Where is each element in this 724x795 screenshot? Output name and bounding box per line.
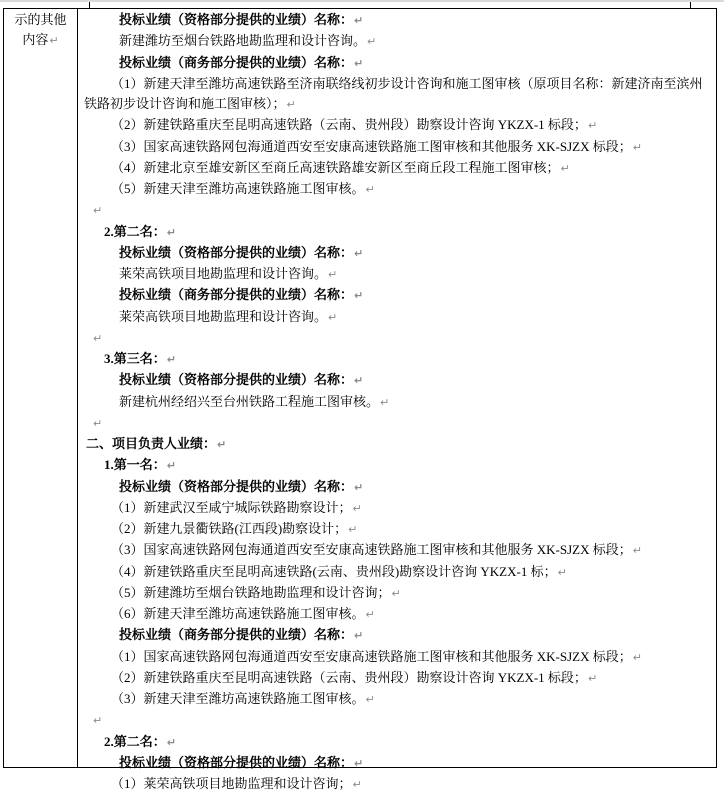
paragraph-mark-icon: ↵ (352, 501, 362, 515)
paragraph-item (84, 115, 706, 136)
paragraph-mark-icon: ↵ (365, 183, 375, 196)
paragraph-text: 投标业绩（资格部分提供的业绩）名称： (119, 372, 354, 388)
bid-results-table (3, 8, 717, 791)
paragraph-body (119, 392, 706, 413)
paragraph-item (84, 668, 706, 689)
paragraph-mark-icon: ↵ (166, 225, 176, 239)
paragraph-text: （5）新建天津至潍坊高速铁路施工图审核。 (111, 181, 365, 196)
paragraph-item (84, 519, 706, 540)
paragraph-mark-icon: ↵ (391, 586, 401, 600)
paragraph-mark-icon: ↵ (367, 35, 377, 49)
paragraph-text: 1.第一名： (104, 457, 166, 473)
paragraph-blank (92, 328, 706, 349)
paragraph-mark-icon: ↵ (354, 480, 364, 494)
paragraph-mark-icon: ↵ (352, 778, 362, 791)
paragraph-text: （4）新建北京至雄安新区至商丘高速铁路雄安新区至商丘段工程施工图审核； (111, 159, 560, 175)
paragraph-item (84, 562, 706, 583)
paragraph-body (119, 264, 706, 285)
paragraph-text: （1）新建天津至潍坊高速铁路至济南联络线初步设计咨询和施工图审核（原项目名称：新建济南至滨州铁路初步设计咨询和施工图审核）； (84, 75, 703, 111)
paragraph-text: 2.第二名： (104, 223, 166, 239)
paragraph-mark-icon: ↵ (365, 693, 375, 706)
paragraph-rank (104, 222, 706, 243)
paragraph-mark-icon: ↵ (328, 268, 338, 281)
paragraph-text: （2）新建铁路重庆至昆明高速铁路（云南、贵州段）勘察设计咨询 YKZX-1 标段； (111, 669, 587, 685)
paragraph-text: 新建潍坊至烟台铁路地勘监理和设计咨询。 (119, 33, 367, 49)
paragraph-text: 投标业绩（商务部分提供的业绩）名称： (119, 627, 354, 643)
paragraph-heading (119, 370, 706, 391)
paragraph-text: （1）新建武汉至咸宁城际铁路勘察设计； (111, 499, 352, 515)
paragraph-mark-icon: ↵ (93, 204, 103, 218)
paragraph-mark-icon: ↵ (354, 289, 364, 303)
paragraph-mark-icon: ↵ (286, 98, 296, 111)
paragraph-text: 投标业绩（资格部分提供的业绩）名称： (119, 12, 354, 27)
paragraph-text: （2）新建九景衢铁路(江西段)勘察设计； (111, 521, 348, 536)
paragraph-blank (92, 200, 706, 221)
paragraph-body (119, 31, 706, 52)
paragraph-item (84, 583, 706, 604)
paragraph-text: （1）国家高速铁路网包海通道西安至安康高速铁路施工图审核和其他服务 XK-SJZX 标段； (111, 648, 632, 664)
page-top-edge (0, 0, 724, 8)
paragraph-mark-icon: ↵ (354, 56, 364, 70)
paragraph-text: 二、项目负责人业绩： (86, 436, 217, 451)
table-content-cell (78, 9, 716, 791)
paragraph-text: 投标业绩（商务部分提供的业绩）名称： (119, 287, 354, 303)
paragraph-mark-icon: ↵ (557, 565, 567, 579)
paragraph-body (119, 307, 706, 328)
paragraph-mark-icon: ↵ (166, 459, 176, 473)
paragraph-mark-icon: ↵ (380, 395, 390, 409)
paragraph-mark-icon: ↵ (354, 246, 364, 260)
paragraph-mark-icon: ↵ (93, 714, 103, 728)
paragraph-item (84, 774, 706, 795)
paragraph-mark-icon: ↵ (217, 438, 227, 451)
paragraph-mark-icon: ↵ (587, 119, 598, 133)
paragraph-mark-icon: ↵ (354, 374, 364, 388)
paragraph-blank (92, 413, 706, 434)
paragraph-text: （1）莱荣高铁项目地勘监理和设计咨询； (111, 776, 352, 791)
paragraph-text: 新建杭州经绍兴至台州铁路工程施工图审核。 (119, 393, 380, 409)
paragraph-mark-icon: ↵ (93, 416, 103, 430)
paragraph-mark-icon: ↵ (93, 331, 103, 345)
paragraph-item (84, 179, 706, 200)
paragraph-mark-icon: ↵ (348, 523, 358, 536)
paragraph-mark-icon: ↵ (632, 140, 642, 154)
paragraph-item (84, 498, 706, 519)
paragraph-text: 投标业绩（资格部分提供的业绩）名称： (119, 244, 354, 260)
paragraph-section (86, 434, 706, 455)
paragraph-mark-icon: ↵ (632, 650, 642, 664)
paragraph-mark-icon: ↵ (328, 310, 338, 324)
paragraph-heading (119, 10, 706, 31)
paragraph-text: （3）国家高速铁路网包海通道西安至安康高速铁路施工图审核和其他服务 XK-SJZX 标段； (111, 138, 632, 154)
paragraph-text: 莱荣高铁项目地勘监理和设计咨询。 (119, 308, 328, 324)
row-header-line-2 (4, 30, 77, 51)
paragraph-text: （3）国家高速铁路网包海通道西安至安康高速铁路施工图审核和其他服务 XK-SJZX 标段； (111, 542, 632, 558)
paragraph-text: 投标业绩（资格部分提供的业绩）名称： (119, 478, 354, 494)
paragraph-rank (104, 455, 706, 476)
paragraph-text: （2）新建铁路重庆至昆明高速铁路（云南、贵州段）勘察设计咨询 YKZX-1 标段； (111, 117, 587, 133)
paragraph-mark-icon: ↵ (49, 34, 59, 48)
paragraph-mark-icon: ↵ (354, 756, 364, 770)
paragraph-text: （6）新建天津至潍坊高速铁路施工图审核。 (111, 606, 365, 621)
paragraph-heading (119, 625, 706, 646)
paragraph-mark-icon: ↵ (560, 161, 570, 175)
paragraph-text: 3.第三名： (104, 351, 166, 366)
table-row-header-cell (4, 9, 78, 767)
paragraph-item (84, 647, 706, 668)
paragraph-mark-icon: ↵ (587, 671, 598, 685)
paragraph-heading (119, 285, 706, 306)
paragraph-item (84, 74, 706, 116)
paragraph-item (84, 540, 706, 561)
paragraph-heading (119, 243, 706, 264)
row-header-line-1: 示的其他 (14, 12, 67, 27)
paragraph-mark-icon: ↵ (166, 353, 176, 366)
paragraph-mark-icon: ↵ (632, 544, 642, 558)
paragraph-text: 投标业绩（商务部分提供的业绩）名称： (119, 54, 354, 70)
row-header-line-2-text: 内容 (22, 32, 49, 48)
paragraph-heading (119, 53, 706, 74)
paragraph-text: 投标业绩（资格部分提供的业绩）名称： (119, 754, 354, 770)
paragraph-text: 莱荣高铁项目地勘监理和设计咨询。 (119, 266, 328, 281)
paragraph-heading (119, 477, 706, 498)
paragraph-blank (92, 710, 706, 731)
paragraph-item (84, 689, 706, 710)
paragraph-item (84, 158, 706, 179)
paragraph-mark-icon: ↵ (365, 608, 375, 621)
paragraph-mark-icon: ↵ (166, 735, 176, 749)
paragraph-item (84, 137, 706, 158)
paragraph-item (84, 604, 706, 625)
content-paragraphs (84, 10, 706, 795)
paragraph-mark-icon: ↵ (354, 14, 364, 27)
paragraph-text: （4）新建铁路重庆至昆明高速铁路(云南、贵州段)勘察设计咨询 YKZX-1 标； (111, 563, 557, 579)
paragraph-heading (119, 753, 706, 774)
paragraph-mark-icon: ↵ (354, 629, 364, 643)
paragraph-rank (104, 349, 706, 370)
paragraph-text: （5）新建潍坊至烟台铁路地勘监理和设计咨询； (111, 584, 391, 600)
paragraph-rank (104, 732, 706, 753)
paragraph-text: （3）新建天津至潍坊高速铁路施工图审核。 (111, 691, 365, 706)
paragraph-text: 2.第二名： (104, 733, 166, 749)
